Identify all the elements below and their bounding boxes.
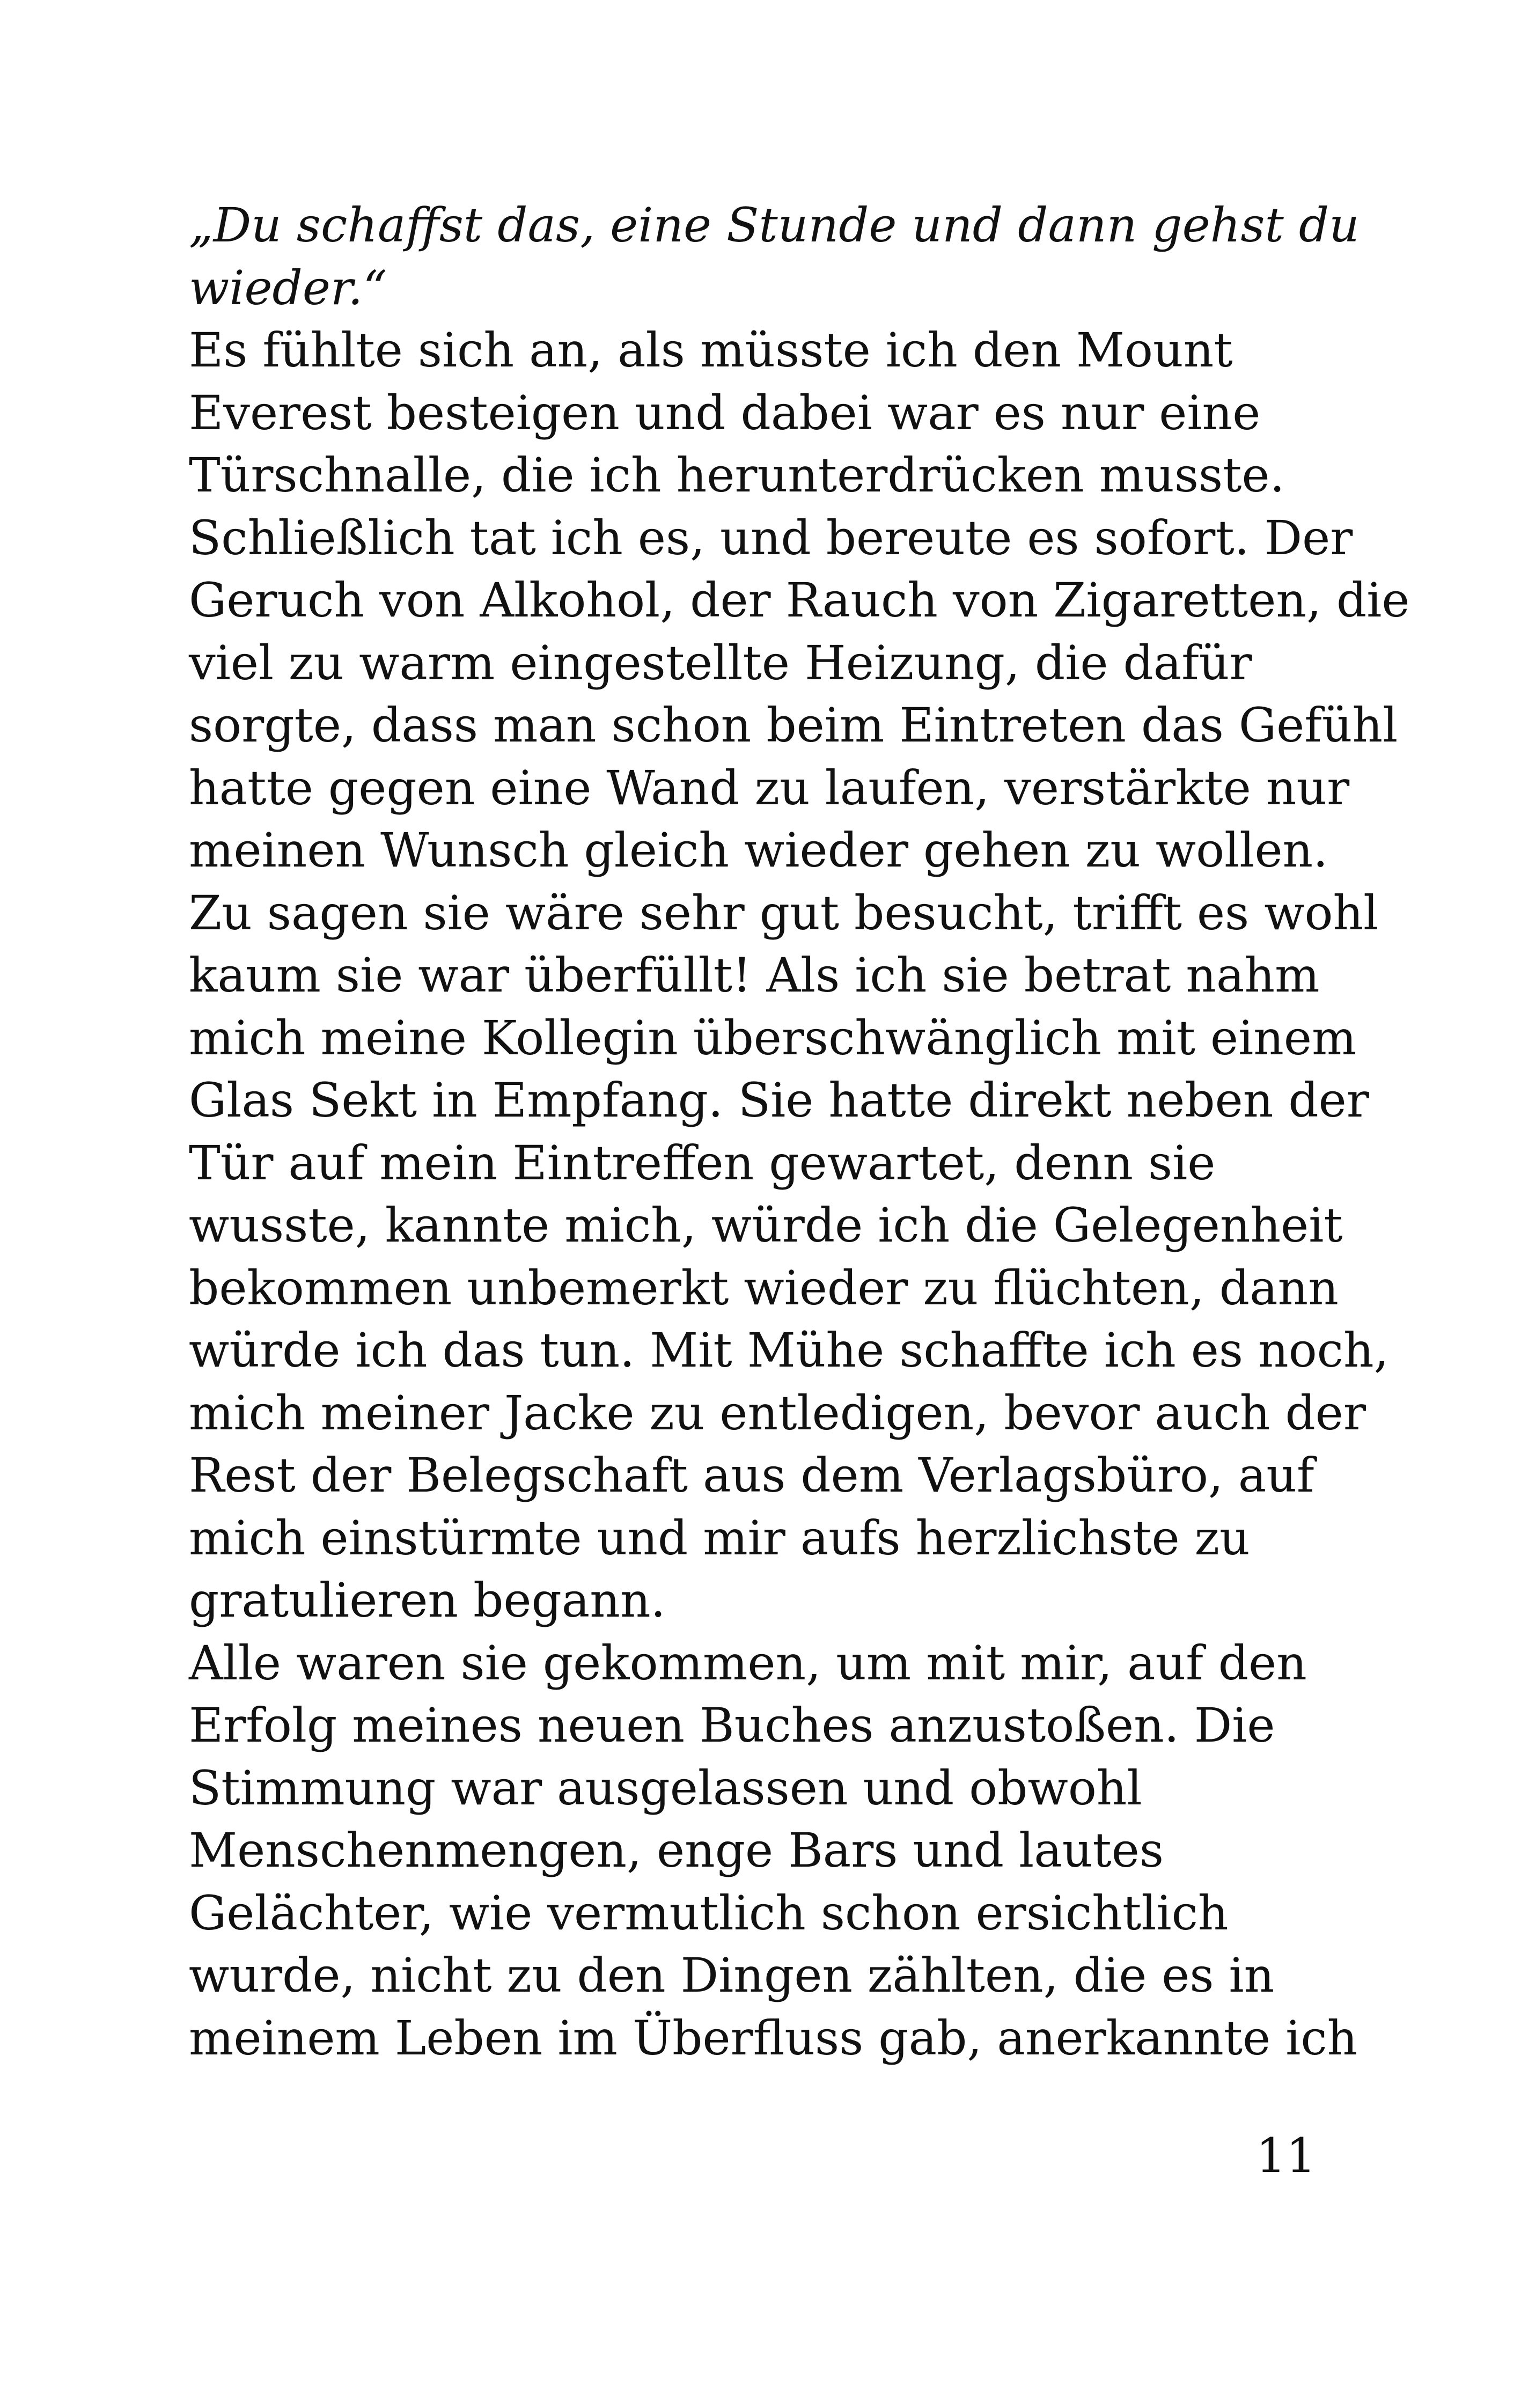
text-line: kaum sie war überfüllt! Als ich sie betrat nahm (189, 948, 1320, 1003)
text-line: Glas Sekt in Empfang. Sie hatte direkt neben der (189, 1073, 1369, 1128)
text-line: Tür auf mein Eintreffen gewartet, denn sie (189, 1135, 1216, 1191)
text-line: mich meine Kollegin überschwänglich mit einem (189, 1010, 1357, 1066)
text-line: Everest besteigen und dabei war es nur eine (189, 385, 1261, 441)
text-line: Erfolg meines neuen Buches anzustoßen. Die (189, 1698, 1275, 1753)
text-line: würde ich das tun. Mit Mühe schaffte ich es noch, (189, 1323, 1389, 1378)
text-line: Zu sagen sie wäre sehr gut besucht, trifft es wohl (189, 885, 1379, 941)
text-line: mich meiner Jacke zu entledigen, bevor auch der (189, 1385, 1366, 1441)
text-line: meinem Leben im Überfluss gab, anerkannte ich (189, 2010, 1358, 2066)
text-line: wurde, nicht zu den Dingen zählten, die es in (189, 1948, 1275, 2003)
text-line: viel zu warm eingestellte Heizung, die dafür (189, 635, 1252, 691)
text-line: wusste, kannte mich, würde ich die Gelegenheit (189, 1198, 1343, 1253)
text-line: gratulieren begann. (189, 1573, 666, 1628)
text-line: sorgte, dass man schon beim Eintreten das Gefühl (189, 698, 1398, 753)
text-line: Alle waren sie gekommen, um mit mir, auf den (189, 1635, 1307, 1691)
text-line: mich einstürmte und mir aufs herzlichste zu (189, 1510, 1250, 1566)
text-line: Geruch von Alkohol, der Rauch von Zigaretten, die (189, 572, 1410, 628)
text-line: Stimmung war ausgelassen und obwohl (189, 1760, 1142, 1816)
text-line: Gelächter, wie vermutlich schon ersichtlich (189, 1885, 1229, 1941)
text-line: Es fühlte sich an, als müsste ich den Mount (189, 322, 1233, 378)
text-line: hatte gegen eine Wand zu laufen, verstärkte nur (189, 760, 1350, 816)
text-line: Menschenmengen, enge Bars und lautes (189, 1823, 1164, 1878)
text-line: Schließlich tat ich es, und bereute es sofort. Der (189, 510, 1353, 566)
text-line: bekommen unbemerkt wieder zu flüchten, dann (189, 1260, 1339, 1316)
body-text (189, 194, 1410, 2069)
text-line: Türschnalle, die ich herunterdrücken musste. (189, 447, 1285, 503)
text-line: „Du schaffst das, eine Stunde und dann gehst du (189, 197, 1360, 253)
text-line: meinen Wunsch gleich wieder gehen zu wollen. (189, 823, 1328, 878)
text-line: wieder.“ (189, 260, 387, 315)
page-number: 11 (1256, 2128, 1316, 2183)
text-line: Rest der Belegschaft aus dem Verlagsbüro, auf (189, 1448, 1314, 1503)
